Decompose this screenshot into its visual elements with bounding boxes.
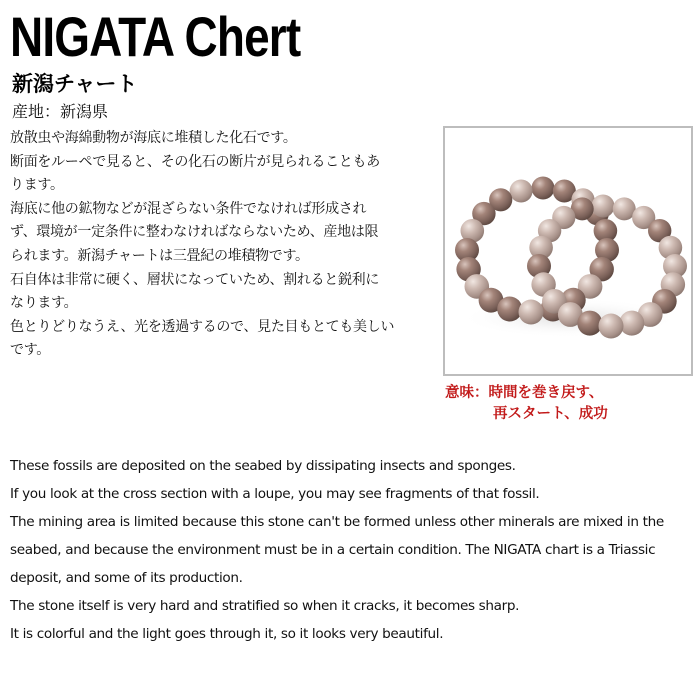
en-line: The stone itself is very hard and stratified so when it cracks, it becomes sharp. bbox=[10, 598, 520, 614]
japanese-description bbox=[10, 127, 420, 363]
en-line: deposit, and some of its production. bbox=[10, 570, 243, 586]
bracelet-photo bbox=[443, 126, 693, 376]
bead bbox=[599, 314, 624, 339]
en-line: These fossils are deposited on the seabed by dissipating insects and sponges. bbox=[10, 458, 516, 474]
page-subtitle: 新潟チャート bbox=[12, 72, 138, 96]
bead bbox=[532, 177, 555, 200]
origin-label: 産地：新潟県 bbox=[12, 102, 109, 121]
jp-line: なります。 bbox=[10, 295, 78, 312]
jp-line: 海底に他の鉱物などが混ざらない条件でなければ形成され bbox=[10, 200, 367, 217]
jp-line: 色とりどりなうえ、光を透過するので、見た目もとても美しい bbox=[10, 318, 395, 335]
meaning-caption bbox=[445, 383, 608, 425]
en-line: seabed, and because the environment must be in a certain condition. The NIGATA chart is a Triassic bbox=[10, 542, 656, 558]
bead bbox=[592, 195, 615, 218]
jp-line: 石自体は非常に硬く、層状になっていため、割れると鋭利に bbox=[10, 271, 380, 288]
jp-line: られます。新潟チャートは三畳紀の堆積物です。 bbox=[10, 247, 309, 264]
bead bbox=[519, 300, 544, 325]
page-title: NIGATA Chert bbox=[10, 5, 301, 68]
en-line: It is colorful and the light goes through it, so it looks very beautiful. bbox=[10, 626, 444, 642]
bead bbox=[510, 180, 533, 203]
jp-line: ず、環境が一定条件に整わなければならないため、産地は限 bbox=[10, 224, 379, 241]
jp-line: 放散虫や海綿動物が海底に堆積した化石です。 bbox=[10, 130, 297, 146]
jp-line: ります。 bbox=[10, 177, 64, 194]
meaning-line-2: 再スタート、成功 bbox=[493, 406, 608, 422]
bracelet-illustration bbox=[445, 128, 691, 374]
en-line: The mining area is limited because this stone can't be formed unless other minerals are mixed in the bbox=[10, 514, 664, 530]
english-description bbox=[10, 452, 700, 648]
jp-line: です。 bbox=[10, 342, 50, 359]
jp-line: 断面をルーペで見ると、その化石の断片が見られることもあ bbox=[10, 153, 380, 170]
meaning-line-1: 意味：時間を巻き戻す、 bbox=[445, 385, 604, 401]
bead bbox=[497, 297, 522, 322]
bead bbox=[577, 311, 602, 336]
en-line: If you look at the cross section with a loupe, you may see fragments of that fossil. bbox=[10, 486, 540, 502]
